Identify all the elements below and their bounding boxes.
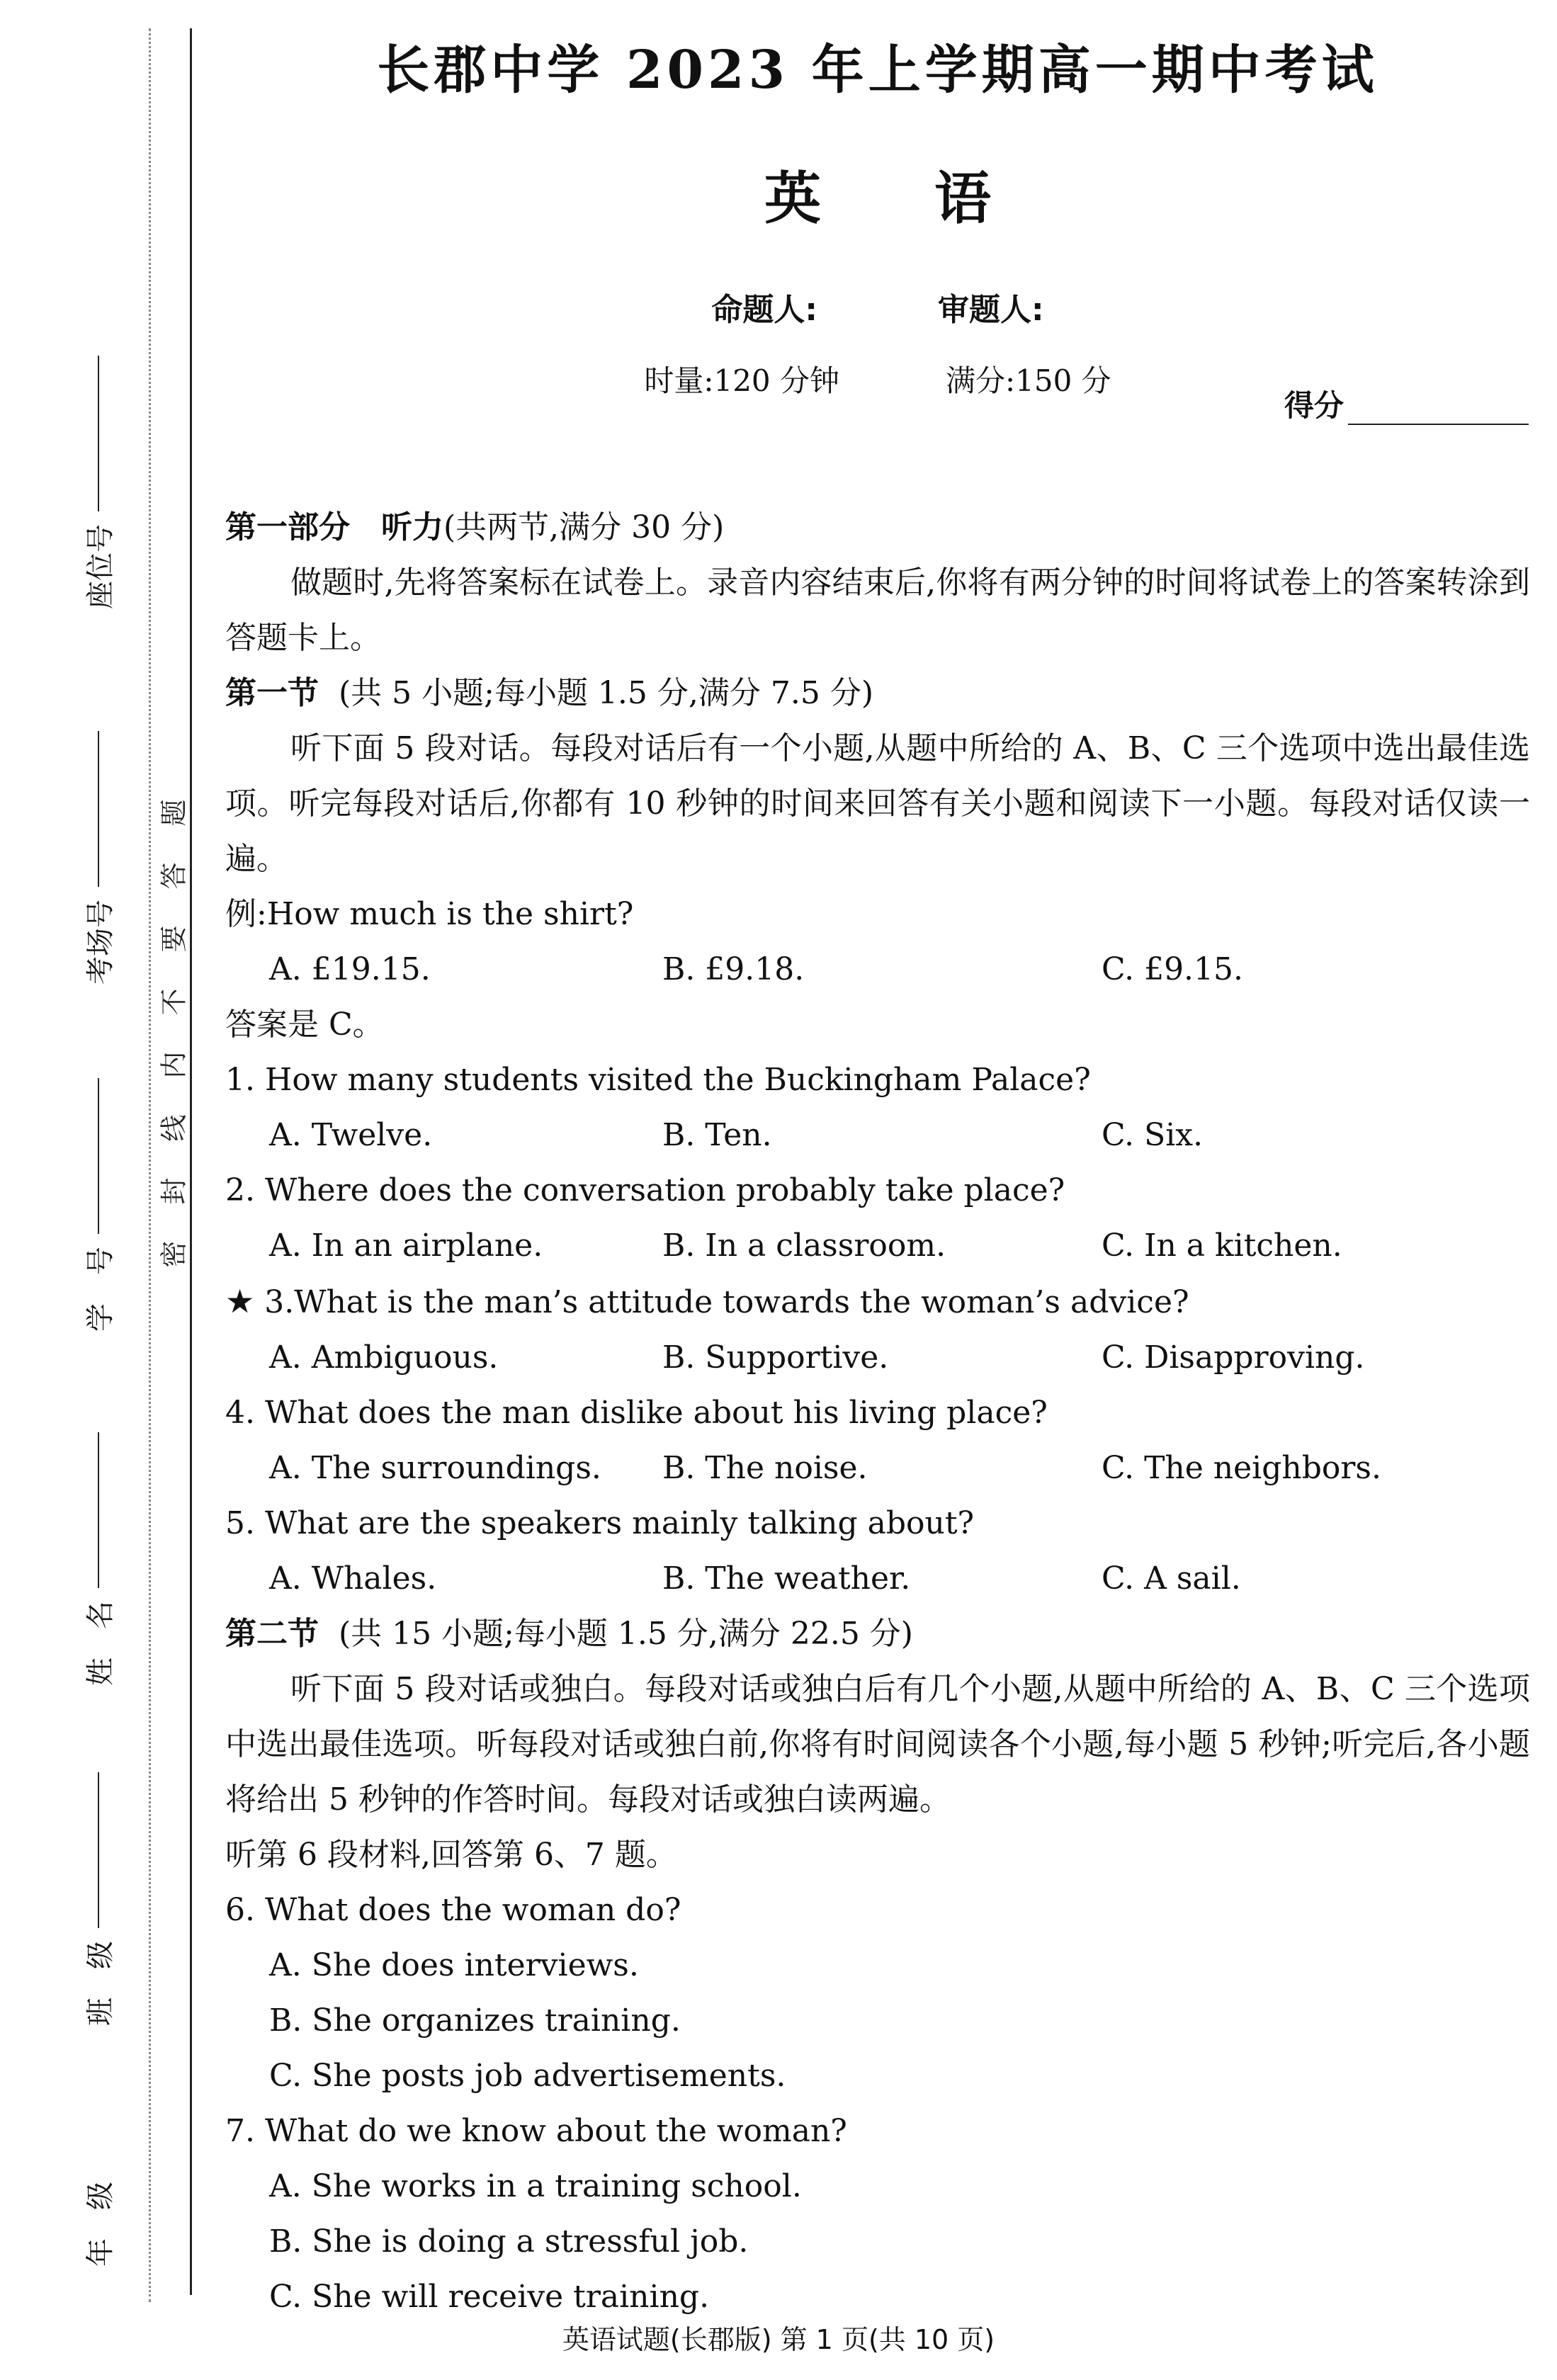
section-heading-text: 第一节	[225, 675, 319, 711]
section-heading-note: (共 5 小题;每小题 1.5 分,满分 7.5 分)	[338, 675, 873, 711]
question-1	[225, 1053, 1530, 1108]
score-box	[1284, 382, 1529, 425]
question-number: 2.	[225, 1172, 255, 1208]
class-blank[interactable]	[98, 1772, 99, 1928]
section-heading	[225, 666, 1530, 721]
student-number-label: 学 号	[84, 1247, 117, 1332]
binding-solid-line	[190, 28, 192, 2295]
seal-char: 封	[158, 1177, 190, 1205]
option-a[interactable]: A. Twelve.	[269, 1117, 433, 1153]
option-c[interactable]: C. She will receive training.	[269, 2279, 710, 2315]
question-2-options	[225, 1218, 1530, 1274]
question-number: 5.	[225, 1505, 255, 1541]
example-options	[225, 942, 1530, 997]
question-1-options	[225, 1108, 1530, 1163]
student-number-field	[78, 1078, 118, 1332]
question-2	[225, 1163, 1530, 1218]
page-footer: 英语试题(长郡版) 第 1 页(共 10 页)	[562, 2324, 995, 2355]
exam-room-label: 考场号	[84, 900, 117, 985]
seal-char: 密	[158, 1240, 190, 1268]
star-icon: ★	[225, 1282, 255, 1320]
seal-char: 内	[158, 1051, 190, 1079]
option-c[interactable]: C. The neighbors.	[1102, 1450, 1381, 1486]
question-3	[225, 1274, 1530, 1330]
option-b[interactable]: B. In a classroom.	[662, 1228, 946, 1264]
section-instruction: 听下面 5 段对话。每段对话后有一个小题,从题中所给的 A、B、C 三个选项中选出最佳选项。听完每段对话后,你都有 10 秒钟的时间来回答有关小题和阅读下一小题。每段对话仅读一遍。	[225, 730, 1530, 877]
subject-title: 英语	[764, 166, 1104, 232]
option-c[interactable]: C. She posts job advertisements.	[269, 2058, 786, 2094]
part-heading-text: 第一部分 听力	[225, 509, 443, 545]
part-instruction: 做题时,先将答案标在试卷上。录音内容结束后,你将有两分钟的时间将试卷上的答案转涂到答题卡上。	[225, 565, 1530, 656]
seat-number-blank[interactable]	[98, 356, 99, 511]
question-7	[225, 2104, 1530, 2159]
question-4-options	[225, 1441, 1530, 1496]
binding-dotted-line	[149, 28, 151, 2302]
option-b[interactable]: B. The noise.	[662, 1450, 868, 1486]
option-b[interactable]: B. The weather.	[662, 1560, 911, 1597]
exam-title: 长郡中学 2023 年上学期高一期中考试	[377, 40, 1378, 101]
question-stem: How many students visited the Buckingham Palace?	[264, 1062, 1091, 1098]
question-5-options	[225, 1551, 1530, 1606]
author-label: 命题人:	[711, 292, 817, 328]
option-b[interactable]: B. She is doing a stressful job.	[269, 2223, 749, 2260]
name-blank[interactable]	[98, 1432, 99, 1588]
question-number: 4.	[225, 1395, 255, 1431]
seal-char: 答	[158, 862, 190, 890]
question-4	[225, 1386, 1530, 1441]
material-note: 听第 6 段材料,回答第 6、7 题。	[225, 1837, 677, 1873]
question-6	[225, 1883, 1530, 1938]
exam-header	[227, 28, 1529, 400]
seat-number-field	[78, 356, 118, 609]
exam-room-blank[interactable]	[98, 731, 99, 887]
option-b[interactable]: B. Supportive.	[662, 1339, 889, 1376]
option-a[interactable]: A. Whales.	[269, 1560, 437, 1597]
option-c[interactable]: C. Disapproving.	[1102, 1339, 1365, 1376]
class-label: 班 级	[84, 1941, 117, 2026]
part-heading	[225, 500, 1530, 555]
question-stem: What does the woman do?	[264, 1892, 681, 1928]
student-number-blank[interactable]	[98, 1078, 99, 1234]
seal-char: 要	[158, 925, 190, 953]
question-stem: What is the man’s attitude towards the woman’s advice?	[294, 1284, 1189, 1320]
option-c[interactable]: C. A sail.	[1102, 1560, 1241, 1597]
example-stem: 例:How much is the shirt?	[225, 896, 634, 932]
option-c[interactable]: C. In a kitchen.	[1102, 1228, 1342, 1264]
option-a: A. £19.15.	[269, 951, 431, 987]
option-c[interactable]: C. Six.	[1102, 1117, 1204, 1153]
full-score: 满分:150 分	[946, 363, 1111, 398]
option-a[interactable]: A. She works in a training school.	[269, 2168, 802, 2204]
section-heading-note: (共 15 小题;每小题 1.5 分,满分 22.5 分)	[338, 1616, 913, 1652]
option-b[interactable]: B. She organizes training.	[269, 2002, 681, 2039]
exam-room-field	[78, 731, 118, 985]
seat-number-label: 座位号	[84, 524, 117, 609]
authors-row	[227, 284, 1529, 329]
option-b[interactable]: B. Ten.	[662, 1117, 772, 1153]
example-answer: 答案是 C。	[225, 1007, 384, 1043]
question-stem: Where does the conversation probably take place?	[264, 1172, 1065, 1208]
question-number: 7.	[225, 2113, 255, 2149]
question-5	[225, 1496, 1530, 1551]
name-field	[78, 1432, 118, 1686]
exam-content	[225, 500, 1530, 2325]
question-number: 6.	[225, 1892, 255, 1928]
option-a[interactable]: A. Ambiguous.	[269, 1339, 499, 1376]
score-label: 得分	[1284, 388, 1344, 423]
question-3-options	[225, 1330, 1530, 1386]
part-heading-note: (共两节,满分 30 分)	[443, 509, 725, 545]
question-number: 1.	[225, 1062, 255, 1098]
question-stem: What do we know about the woman?	[264, 2113, 847, 2149]
name-label: 姓 名	[84, 1601, 117, 1686]
question-stem: What does the man dislike about his living place?	[264, 1395, 1048, 1431]
option-b: B. £9.18.	[662, 951, 805, 987]
score-blank[interactable]	[1348, 395, 1529, 425]
option-c: C. £9.15.	[1102, 951, 1244, 987]
grade-field	[78, 2182, 118, 2267]
section-heading	[225, 1606, 1530, 1662]
seal-char: 题	[158, 799, 190, 827]
time-limit: 时量:120 分钟	[644, 363, 839, 398]
class-field	[78, 1772, 118, 2026]
option-a[interactable]: A. The surroundings.	[269, 1450, 601, 1486]
question-stem: What are the speakers mainly talking about?	[264, 1505, 975, 1541]
option-a[interactable]: A. In an airplane.	[269, 1228, 543, 1264]
grade-label: 年 级	[84, 2182, 117, 2267]
option-a[interactable]: A. She does interviews.	[269, 1947, 639, 1983]
seal-char: 线	[158, 1114, 190, 1142]
section-instruction: 听下面 5 段对话或独白。每段对话或独白后有几个小题,从题中所给的 A、B、C 三个选项中选出最佳选项。听每段对话或独白前,你将有时间阅读各个小题,每小题 5 秒钟;听完后,各小题将给出 5 秒钟的作答时间。每段对话或独白读两遍。	[225, 1671, 1530, 1818]
seal-char: 不	[158, 988, 190, 1016]
question-number: 3.	[264, 1284, 295, 1320]
reviewer-label: 审题人:	[938, 292, 1044, 328]
section-heading-text: 第二节	[225, 1616, 319, 1652]
seal-line-notice	[157, 793, 190, 1274]
